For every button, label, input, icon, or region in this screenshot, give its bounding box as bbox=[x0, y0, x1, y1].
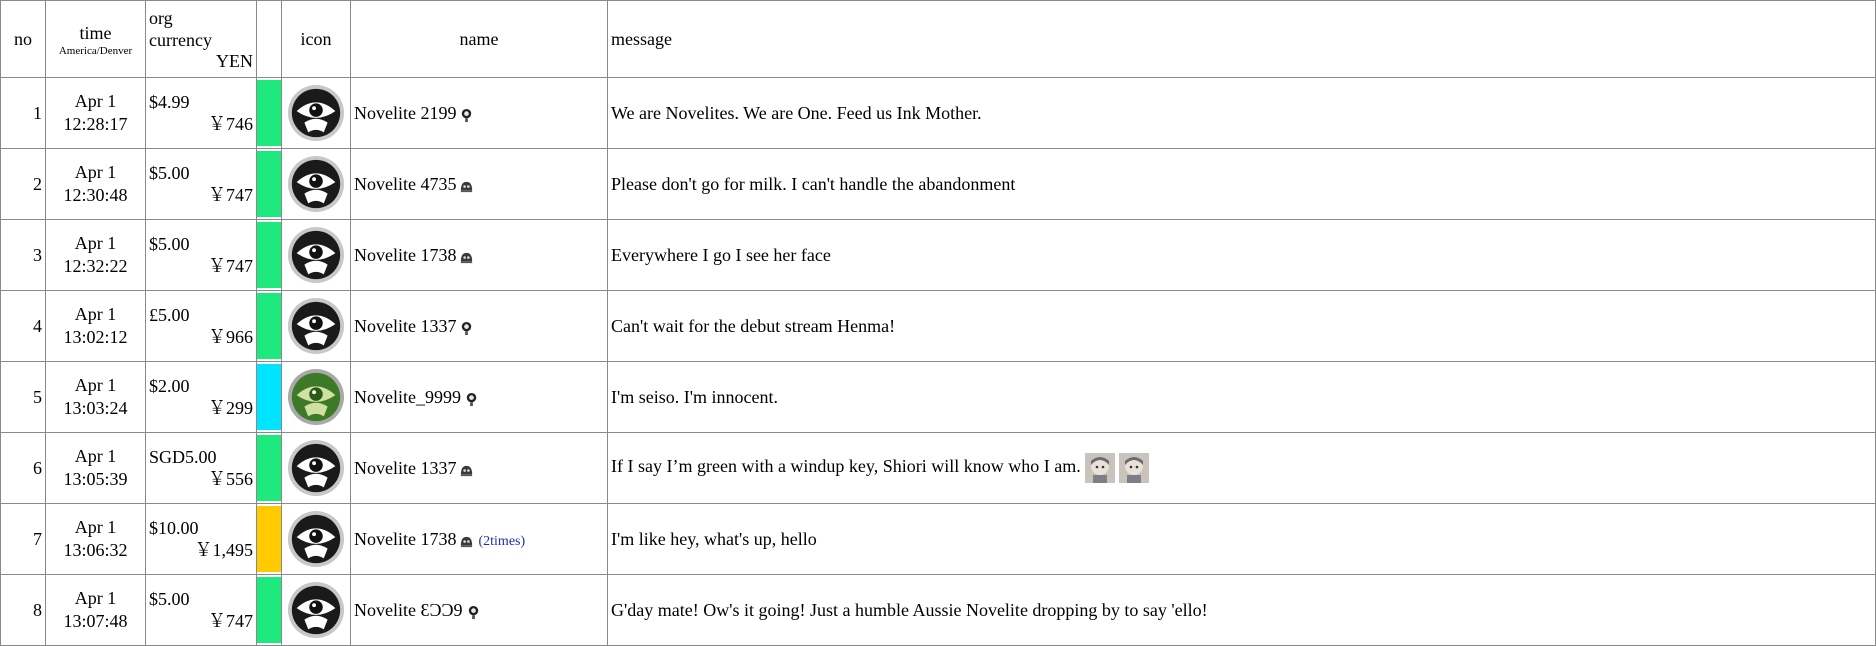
yen-amount: ￥747 bbox=[208, 185, 253, 205]
table-row bbox=[1, 575, 1876, 646]
tier-color-swatch bbox=[257, 80, 281, 146]
row-number: 2 bbox=[1, 149, 46, 220]
row-amount bbox=[146, 220, 257, 291]
row-date: Apr 1 bbox=[74, 375, 117, 395]
tier-color-swatch bbox=[257, 151, 281, 217]
row-time bbox=[46, 362, 146, 433]
yen-amount: ￥1,495 bbox=[194, 540, 253, 560]
org-amount: $5.00 bbox=[149, 163, 190, 183]
row-message bbox=[608, 78, 1876, 149]
tier-color-swatch bbox=[257, 506, 281, 572]
row-color-tier bbox=[257, 362, 282, 433]
row-icon-cell bbox=[282, 78, 351, 149]
row-color-tier bbox=[257, 575, 282, 646]
row-time bbox=[46, 433, 146, 504]
yen-amount: ￥746 bbox=[208, 114, 253, 134]
yen-amount: ￥966 bbox=[208, 327, 253, 347]
col-time-header bbox=[46, 1, 146, 78]
row-name bbox=[351, 575, 608, 646]
author-name: Novelite 1337 bbox=[354, 315, 457, 336]
tier-color-swatch bbox=[257, 577, 281, 643]
row-amount bbox=[146, 433, 257, 504]
org-amount: $4.99 bbox=[149, 92, 190, 112]
row-amount bbox=[146, 504, 257, 575]
row-name bbox=[351, 220, 608, 291]
yen-label: YEN bbox=[216, 50, 253, 71]
row-clock: 13:02:12 bbox=[63, 327, 128, 347]
author-name: Novelite 1738 bbox=[354, 244, 457, 265]
row-color-tier bbox=[257, 291, 282, 362]
row-icon-cell bbox=[282, 504, 351, 575]
author-name: Novelite 2199 bbox=[354, 102, 457, 123]
row-clock: 13:05:39 bbox=[63, 469, 128, 489]
tier-color-swatch bbox=[257, 222, 281, 288]
row-icon-cell bbox=[282, 220, 351, 291]
eye-icon bbox=[287, 439, 345, 497]
org-amount: $10.00 bbox=[149, 518, 199, 538]
org-amount: $2.00 bbox=[149, 376, 190, 396]
org-amount: $5.00 bbox=[149, 589, 190, 609]
row-number: 3 bbox=[1, 220, 46, 291]
eye-icon bbox=[287, 84, 345, 142]
row-clock: 12:30:48 bbox=[63, 185, 128, 205]
author-name: Novelite 4735 bbox=[354, 173, 457, 194]
row-number: 4 bbox=[1, 291, 46, 362]
org-amount: SGD5.00 bbox=[149, 447, 217, 467]
row-message bbox=[608, 220, 1876, 291]
author-name: Novelite 1337 bbox=[354, 457, 457, 478]
row-icon-cell bbox=[282, 575, 351, 646]
timezone-label: America/Denver bbox=[58, 44, 133, 57]
row-date: Apr 1 bbox=[74, 91, 117, 111]
repeat-count: (2times) bbox=[478, 533, 526, 549]
row-date: Apr 1 bbox=[74, 588, 117, 608]
row-clock: 13:03:24 bbox=[63, 398, 128, 418]
row-amount bbox=[146, 78, 257, 149]
row-date: Apr 1 bbox=[74, 162, 117, 182]
row-message bbox=[608, 291, 1876, 362]
message-text: Can't wait for the debut stream Henma! bbox=[611, 315, 896, 336]
currency-label: currency bbox=[149, 29, 212, 50]
eye-icon bbox=[287, 155, 345, 213]
author-name: Novelite ƐƆƆ9 bbox=[354, 599, 463, 620]
row-time bbox=[46, 504, 146, 575]
message-text: Please don't go for milk. I can't handle the abandonment bbox=[611, 173, 1016, 194]
header-row bbox=[1, 1, 1876, 78]
col-color-header bbox=[257, 1, 282, 78]
row-number: 5 bbox=[1, 362, 46, 433]
message-text: We are Novelites. We are One. Feed us Ink Mother. bbox=[611, 102, 982, 123]
member-badge-light-icon bbox=[466, 604, 481, 619]
row-clock: 12:28:17 bbox=[63, 114, 128, 134]
row-name bbox=[351, 362, 608, 433]
yen-amount: ￥747 bbox=[208, 611, 253, 631]
table-row bbox=[1, 433, 1876, 504]
row-message bbox=[608, 362, 1876, 433]
col-currency-header bbox=[146, 1, 257, 78]
row-icon-cell bbox=[282, 291, 351, 362]
message-text: Everywhere I go I see her face bbox=[611, 244, 831, 265]
tier-color-swatch bbox=[257, 364, 281, 430]
yen-amount: ￥299 bbox=[208, 398, 253, 418]
message-text: I'm seiso. I'm innocent. bbox=[611, 386, 778, 407]
table-row bbox=[1, 78, 1876, 149]
member-badge-dark-icon bbox=[459, 462, 474, 477]
author-name: Novelite 1738 bbox=[354, 528, 457, 549]
row-date: Apr 1 bbox=[74, 517, 117, 537]
org-amount: £5.00 bbox=[149, 305, 190, 325]
green-eye-icon bbox=[287, 368, 345, 426]
org-label: org bbox=[149, 7, 173, 28]
row-message bbox=[608, 433, 1876, 504]
row-number: 8 bbox=[1, 575, 46, 646]
yen-amount: ￥747 bbox=[208, 256, 253, 276]
row-date: Apr 1 bbox=[74, 233, 117, 253]
table-row bbox=[1, 149, 1876, 220]
message-text: If I say I’m green with a windup key, Shiori will know who I am. bbox=[611, 456, 1081, 477]
author-name: Novelite_9999 bbox=[354, 386, 461, 407]
row-icon-cell bbox=[282, 433, 351, 504]
row-color-tier bbox=[257, 149, 282, 220]
col-name-header: name bbox=[351, 1, 608, 78]
row-number: 6 bbox=[1, 433, 46, 504]
table-row bbox=[1, 220, 1876, 291]
row-color-tier bbox=[257, 504, 282, 575]
eye-icon bbox=[287, 581, 345, 639]
org-amount: $5.00 bbox=[149, 234, 190, 254]
eye-icon bbox=[287, 297, 345, 355]
row-amount bbox=[146, 575, 257, 646]
member-badge-dark-icon bbox=[459, 249, 474, 264]
row-clock: 13:07:48 bbox=[63, 611, 128, 631]
row-time bbox=[46, 220, 146, 291]
tier-color-swatch bbox=[257, 293, 281, 359]
row-clock: 12:32:22 bbox=[63, 256, 128, 276]
message-text: I'm like hey, what's up, hello bbox=[611, 528, 817, 549]
table-row bbox=[1, 362, 1876, 433]
row-time bbox=[46, 575, 146, 646]
row-color-tier bbox=[257, 220, 282, 291]
row-color-tier bbox=[257, 433, 282, 504]
row-amount bbox=[146, 362, 257, 433]
row-icon-cell bbox=[282, 149, 351, 220]
col-message-header: message bbox=[608, 1, 1876, 78]
member-badge-light-icon bbox=[459, 107, 474, 122]
row-name bbox=[351, 504, 608, 575]
tier-color-swatch bbox=[257, 435, 281, 501]
eye-icon bbox=[287, 226, 345, 284]
row-time bbox=[46, 78, 146, 149]
member-badge-light-icon bbox=[464, 391, 479, 406]
row-name bbox=[351, 291, 608, 362]
eye-icon bbox=[287, 510, 345, 568]
col-icon-header: icon bbox=[282, 1, 351, 78]
col-no-header: no bbox=[1, 1, 46, 78]
table-row bbox=[1, 504, 1876, 575]
member-badge-dark-icon bbox=[459, 178, 474, 193]
row-message bbox=[608, 504, 1876, 575]
row-amount bbox=[146, 291, 257, 362]
row-icon-cell bbox=[282, 362, 351, 433]
row-color-tier bbox=[257, 78, 282, 149]
member-badge-light-icon bbox=[459, 320, 474, 335]
row-clock: 13:06:32 bbox=[63, 540, 128, 560]
row-message bbox=[608, 149, 1876, 220]
row-date: Apr 1 bbox=[74, 304, 117, 324]
table-row bbox=[1, 291, 1876, 362]
row-amount bbox=[146, 149, 257, 220]
row-time bbox=[46, 291, 146, 362]
row-name bbox=[351, 149, 608, 220]
row-message bbox=[608, 575, 1876, 646]
row-number: 7 bbox=[1, 504, 46, 575]
time-header-label: time bbox=[79, 22, 112, 43]
row-time bbox=[46, 149, 146, 220]
message-text: G'day mate! Ow's it going! Just a humble Aussie Novelite dropping by to say 'ello! bbox=[611, 599, 1208, 620]
row-number: 1 bbox=[1, 78, 46, 149]
member-badge-dark-icon bbox=[459, 533, 474, 548]
chibi-emote-icon bbox=[1119, 453, 1149, 483]
row-name bbox=[351, 433, 608, 504]
row-name bbox=[351, 78, 608, 149]
chibi-emote-icon bbox=[1085, 453, 1115, 483]
row-date: Apr 1 bbox=[74, 446, 117, 466]
yen-amount: ￥556 bbox=[208, 469, 253, 489]
